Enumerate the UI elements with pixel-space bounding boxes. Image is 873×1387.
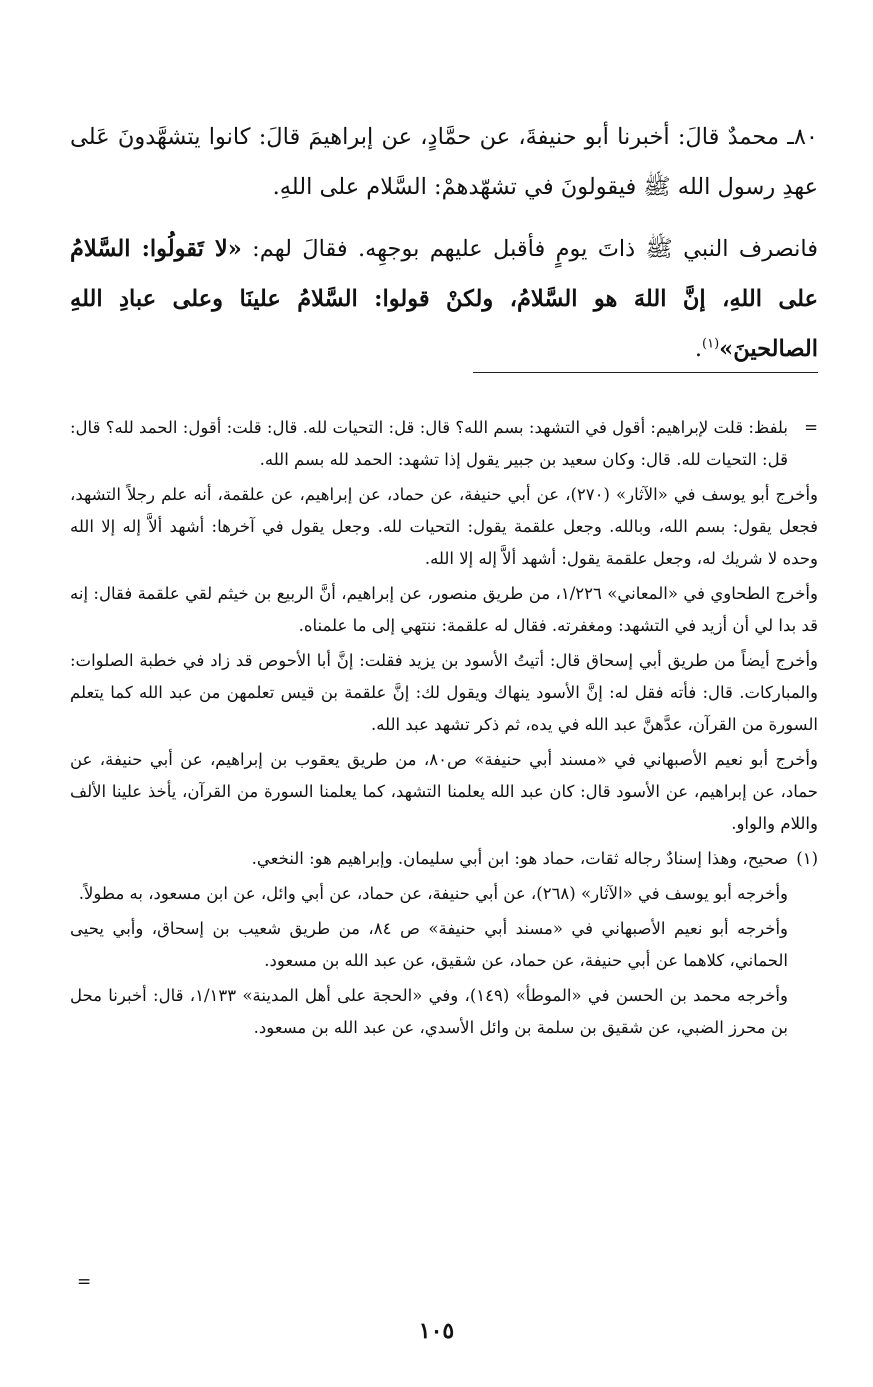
footnote-1-number: (١) xyxy=(796,849,818,868)
footnote-ref[interactable]: (١) xyxy=(702,336,720,352)
period: . xyxy=(694,336,703,362)
footnote-1-text: صحيح، وهذا إسنادٌ رجاله ثقات، حماد هو: ابن أبي سليمان. وإبراهيم هو: النخعي. xyxy=(251,849,788,868)
prophet-quote: «لا تَقولُوا: السَّلامُ على اللهِ، إنَّ اللهَ هو السَّلامُ، ولكنْ قولوا: السَّلامُ علينَا وعلى عبادِ اللهِ الصالحينَ» xyxy=(70,236,818,362)
note-para-7: وأخرجه أبو نعيم الأصبهاني في «مسند أبي حنيفة» ص ٨٤، من طريق شعيب بن إسحاق، وأبي يحيى الحماني، كلاهما عن أبي حنيفة، عن حماد، عن شقيق، عن عبد الله بن مسعود. xyxy=(70,919,788,970)
footnote-1 xyxy=(70,843,818,875)
narration-intro: فانصرف النبي ﷺ ذاتَ يومٍ فأقبل عليهم بوجهِه. فقالَ لهم: xyxy=(241,236,818,262)
hadith-80-continuation xyxy=(70,224,818,374)
note-para-4: وأخرج أيضاً من طريق أبي إسحاق قال: أتيتُ الأسود بن يزيد فقلت: إنَّ أبا الأحوص قد زاد في خطبة الصلوات: والمباركات. قال: فأته فقل له: إنَّ الأسود ينهاك ويقول لك: إنَّ علقمة بن قيس تعلمهن من عبد الله كما يتعلم السورة من القرآن، عدَّهنَّ عبد الله في يده، ثم ذكر تشهد عبد الله. xyxy=(70,651,818,734)
main-text xyxy=(70,112,818,374)
footnotes xyxy=(70,412,818,1044)
note-para-3: وأخرج الطحاوي في «المعاني» ١/٢٢٦، من طريق منصور، عن إبراهيم، أنَّ الربيع بن خيثم لقي علقمة فقال: إنه قد بدا لي أن أزيد في التشهد: ومغفرته. فقال له علقمة: ننتهي إلى ما علمناه. xyxy=(70,584,818,635)
note-para-6: وأخرجه أبو يوسف في «الآثار» (٢٦٨)، عن أبي حنيفة، عن حماد، عن أبي وائل، عن ابن مسعود، به مطولاً. xyxy=(78,884,788,903)
hadith-80: ٨٠ـ محمدٌ قالَ: أخبرنا أبو حنيفةَ، عن حمَّادٍ، عن إبراهيمَ قالَ: كانوا يتشهَّدونَ عَلى عهدِ رسول الله ﷺ فيقولونَ في تشهّدهمْ: السَّلام على اللهِ. xyxy=(70,124,818,200)
note-para-2: وأخرج أبو يوسف في «الآثار» (٢٧٠)، عن أبي حنيفة، عن حماد، عن إبراهيم، عن علقمة، أنه علم رجلاً التشهد، فجعل يقول: بسم الله، وبالله. وجعل علقمة يقول: التحيات لله. وجعل يقول في آخرها: أشهد ألاَّ إله إلا الله وحده لا شريك له، وجعل علقمة يقول: أشهد ألاَّ إله إلا الله. xyxy=(70,485,818,568)
note-para-1: بلفظ: قلت لإبراهيم: أقول في التشهد: بسم الله؟ قال: قل: التحيات لله. قال: قلت: أقول: الحمد لله؟ قال: قل: التحيات لله. قال: وكان سعيد بن جبير يقول إذا تشهد: الحمد لله بسم الله. xyxy=(70,418,788,469)
footnote-continuation xyxy=(70,412,818,476)
note-para-5: وأخرج أبو نعيم الأصبهاني في «مسند أبي حنيفة» ص٨٠، من طريق يعقوب بن إبراهيم، عن أبي حنيفة، عن حماد، عن إبراهيم، عن الأسود قال: كان عبد الله يعلمنا التشهد، كما يعلمنا السورة من القرآن، يأخذ علينا الألف واللام والواو. xyxy=(70,750,818,833)
trailing-continuation-mark: = xyxy=(77,1272,92,1292)
footnote-separator xyxy=(473,372,818,373)
continuation-mark: = xyxy=(804,418,818,437)
note-para-8: وأخرجه محمد بن الحسن في «الموطأ» (١٤٩)، وفي «الحجة على أهل المدينة» ١/١٣٣، قال: أخبرنا محل بن محرز الضبي، عن شقيق بن سلمة بن وائل الأسدي، عن عبد الله بن مسعود. xyxy=(70,986,788,1037)
page-number: ١٠٥ xyxy=(418,1318,455,1344)
